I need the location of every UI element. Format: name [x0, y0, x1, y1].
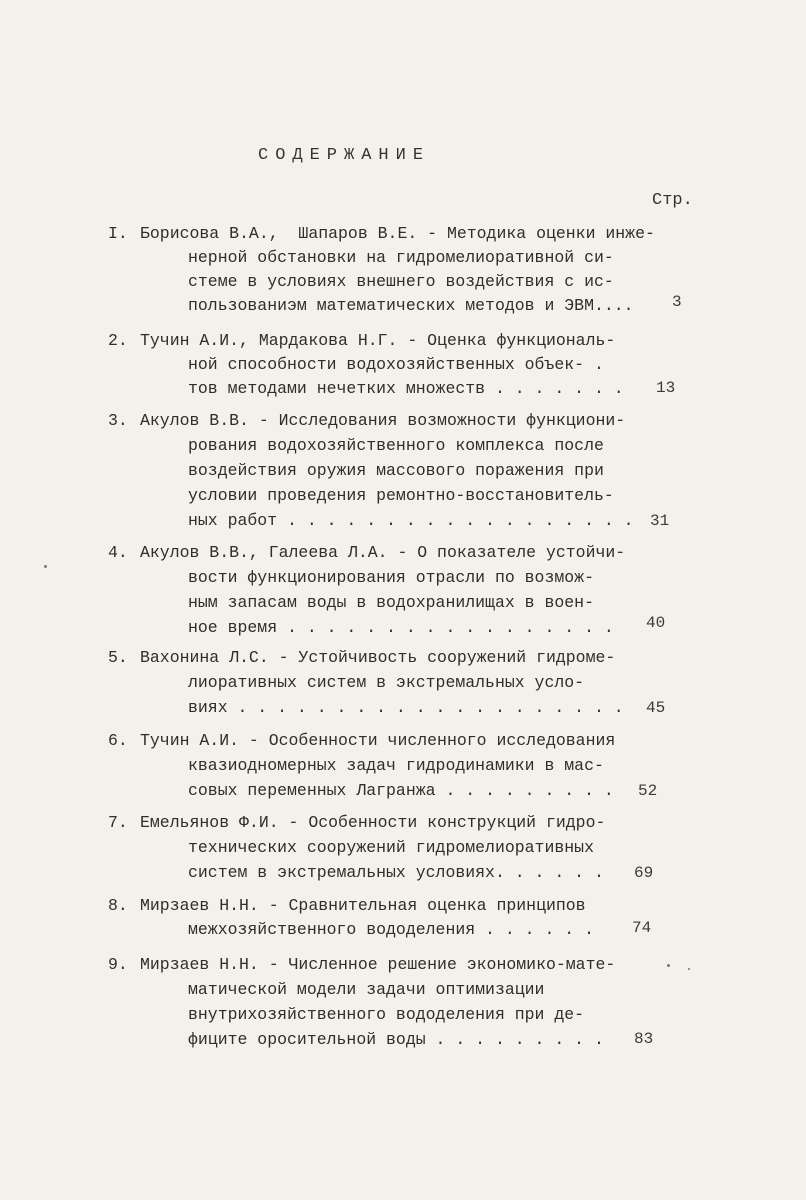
entry-number: 5.: [108, 648, 128, 667]
entry-page-number: 69: [634, 864, 654, 882]
entry-line: вости функционирования отрасли по возмож-: [188, 568, 594, 587]
entry-number: 7.: [108, 813, 128, 832]
entry-number: 3.: [108, 411, 128, 430]
entry-page-number: 31: [650, 512, 670, 530]
entry-page-number: 13: [656, 379, 676, 397]
entry-line: квазиодномерных задач гидродинамики в мас-: [188, 756, 604, 775]
entry-line: ной способности водохозяйственных объек- .: [188, 355, 604, 374]
entry-page-number: 45: [646, 699, 666, 717]
entry-number: 6.: [108, 731, 128, 750]
entry-line: матической модели задачи оптимизации: [188, 980, 545, 999]
entry-line: тов методами нечетких множеств . . . . . . .: [188, 379, 624, 398]
entry-line: фиците оросительной воды . . . . . . . . .: [188, 1030, 604, 1049]
page-column-label: Стр.: [652, 191, 693, 210]
entry-line: стеме в условиях внешнего воздействия с ис-: [188, 272, 614, 291]
entry-line: Тучин А.И. - Особенности численного исследования: [140, 731, 616, 750]
entry-line: совых переменных Лагранжа . . . . . . . . .: [188, 781, 614, 800]
entry-line: технических сооружений гидромелиоративных: [188, 838, 594, 857]
entry-line: нерной обстановки на гидромелиоративной си-: [188, 248, 614, 267]
entry-line: внутрихозяйственного вододеления при де-: [188, 1005, 585, 1024]
entry-line: Мирзаев Н.Н. - Сравнительная оценка принципов: [140, 896, 586, 915]
entry-line: рования водохозяйственного комплекса после: [188, 436, 604, 455]
entry-number: 4.: [108, 543, 128, 562]
entry-line: лиоративных систем в экстремальных усло-: [188, 673, 585, 692]
entry-line: систем в экстремальных условиях. . . . . .: [188, 863, 604, 882]
entry-line: Емельянов Ф.И. - Особенности конструкций гидро-: [140, 813, 606, 832]
page-title: СОДЕРЖАНИЕ: [258, 146, 431, 165]
entry-line: ных работ . . . . . . . . . . . . . . . . . .: [188, 511, 634, 530]
entry-line: условии проведения ремонтно-восстановитель-: [188, 486, 614, 505]
entry-line: пользованиэм математических методов и ЭВМ....: [188, 296, 634, 315]
entry-line: Мирзаев Н.Н. - Численное решение экономико-мате-: [140, 955, 616, 974]
entry-line: виях . . . . . . . . . . . . . . . . . . . .: [188, 698, 624, 717]
entry-page-number: 40: [646, 614, 666, 632]
entry-line: ным запасам воды в водохранилищах в воен-: [188, 593, 594, 612]
entry-line: Борисова В.А., Шапаров В.Е. - Методика оценки инже-: [140, 224, 655, 243]
entry-number: I.: [108, 224, 128, 243]
entry-line: ное время . . . . . . . . . . . . . . . . .: [188, 618, 614, 637]
entry-line: Акулов В.В. - Исследования возможности функциони-: [140, 411, 626, 430]
entry-page-number: 3: [672, 293, 682, 311]
entry-number: 8.: [108, 896, 128, 915]
entry-number: 9.: [108, 955, 128, 974]
entry-line: Вахонина Л.С. - Устойчивость сооружений гидроме-: [140, 648, 616, 667]
entry-line: воздействия оружия массового поражения при: [188, 461, 604, 480]
entry-page-number: 83: [634, 1030, 654, 1048]
scan-speck: [688, 968, 690, 970]
entry-page-number: 74: [632, 919, 652, 937]
entry-line: Акулов В.В., Галеева Л.А. - О показателе устойчи-: [140, 543, 626, 562]
entry-line: Тучин А.И., Мардакова Н.Г. - Оценка функциональ-: [140, 331, 616, 350]
entry-page-number: 52: [638, 782, 658, 800]
entry-line: межхозяйственного вододеления . . . . . .: [188, 920, 594, 939]
scan-speck: [44, 565, 47, 568]
scan-speck: [667, 964, 670, 967]
entry-number: 2.: [108, 331, 128, 350]
